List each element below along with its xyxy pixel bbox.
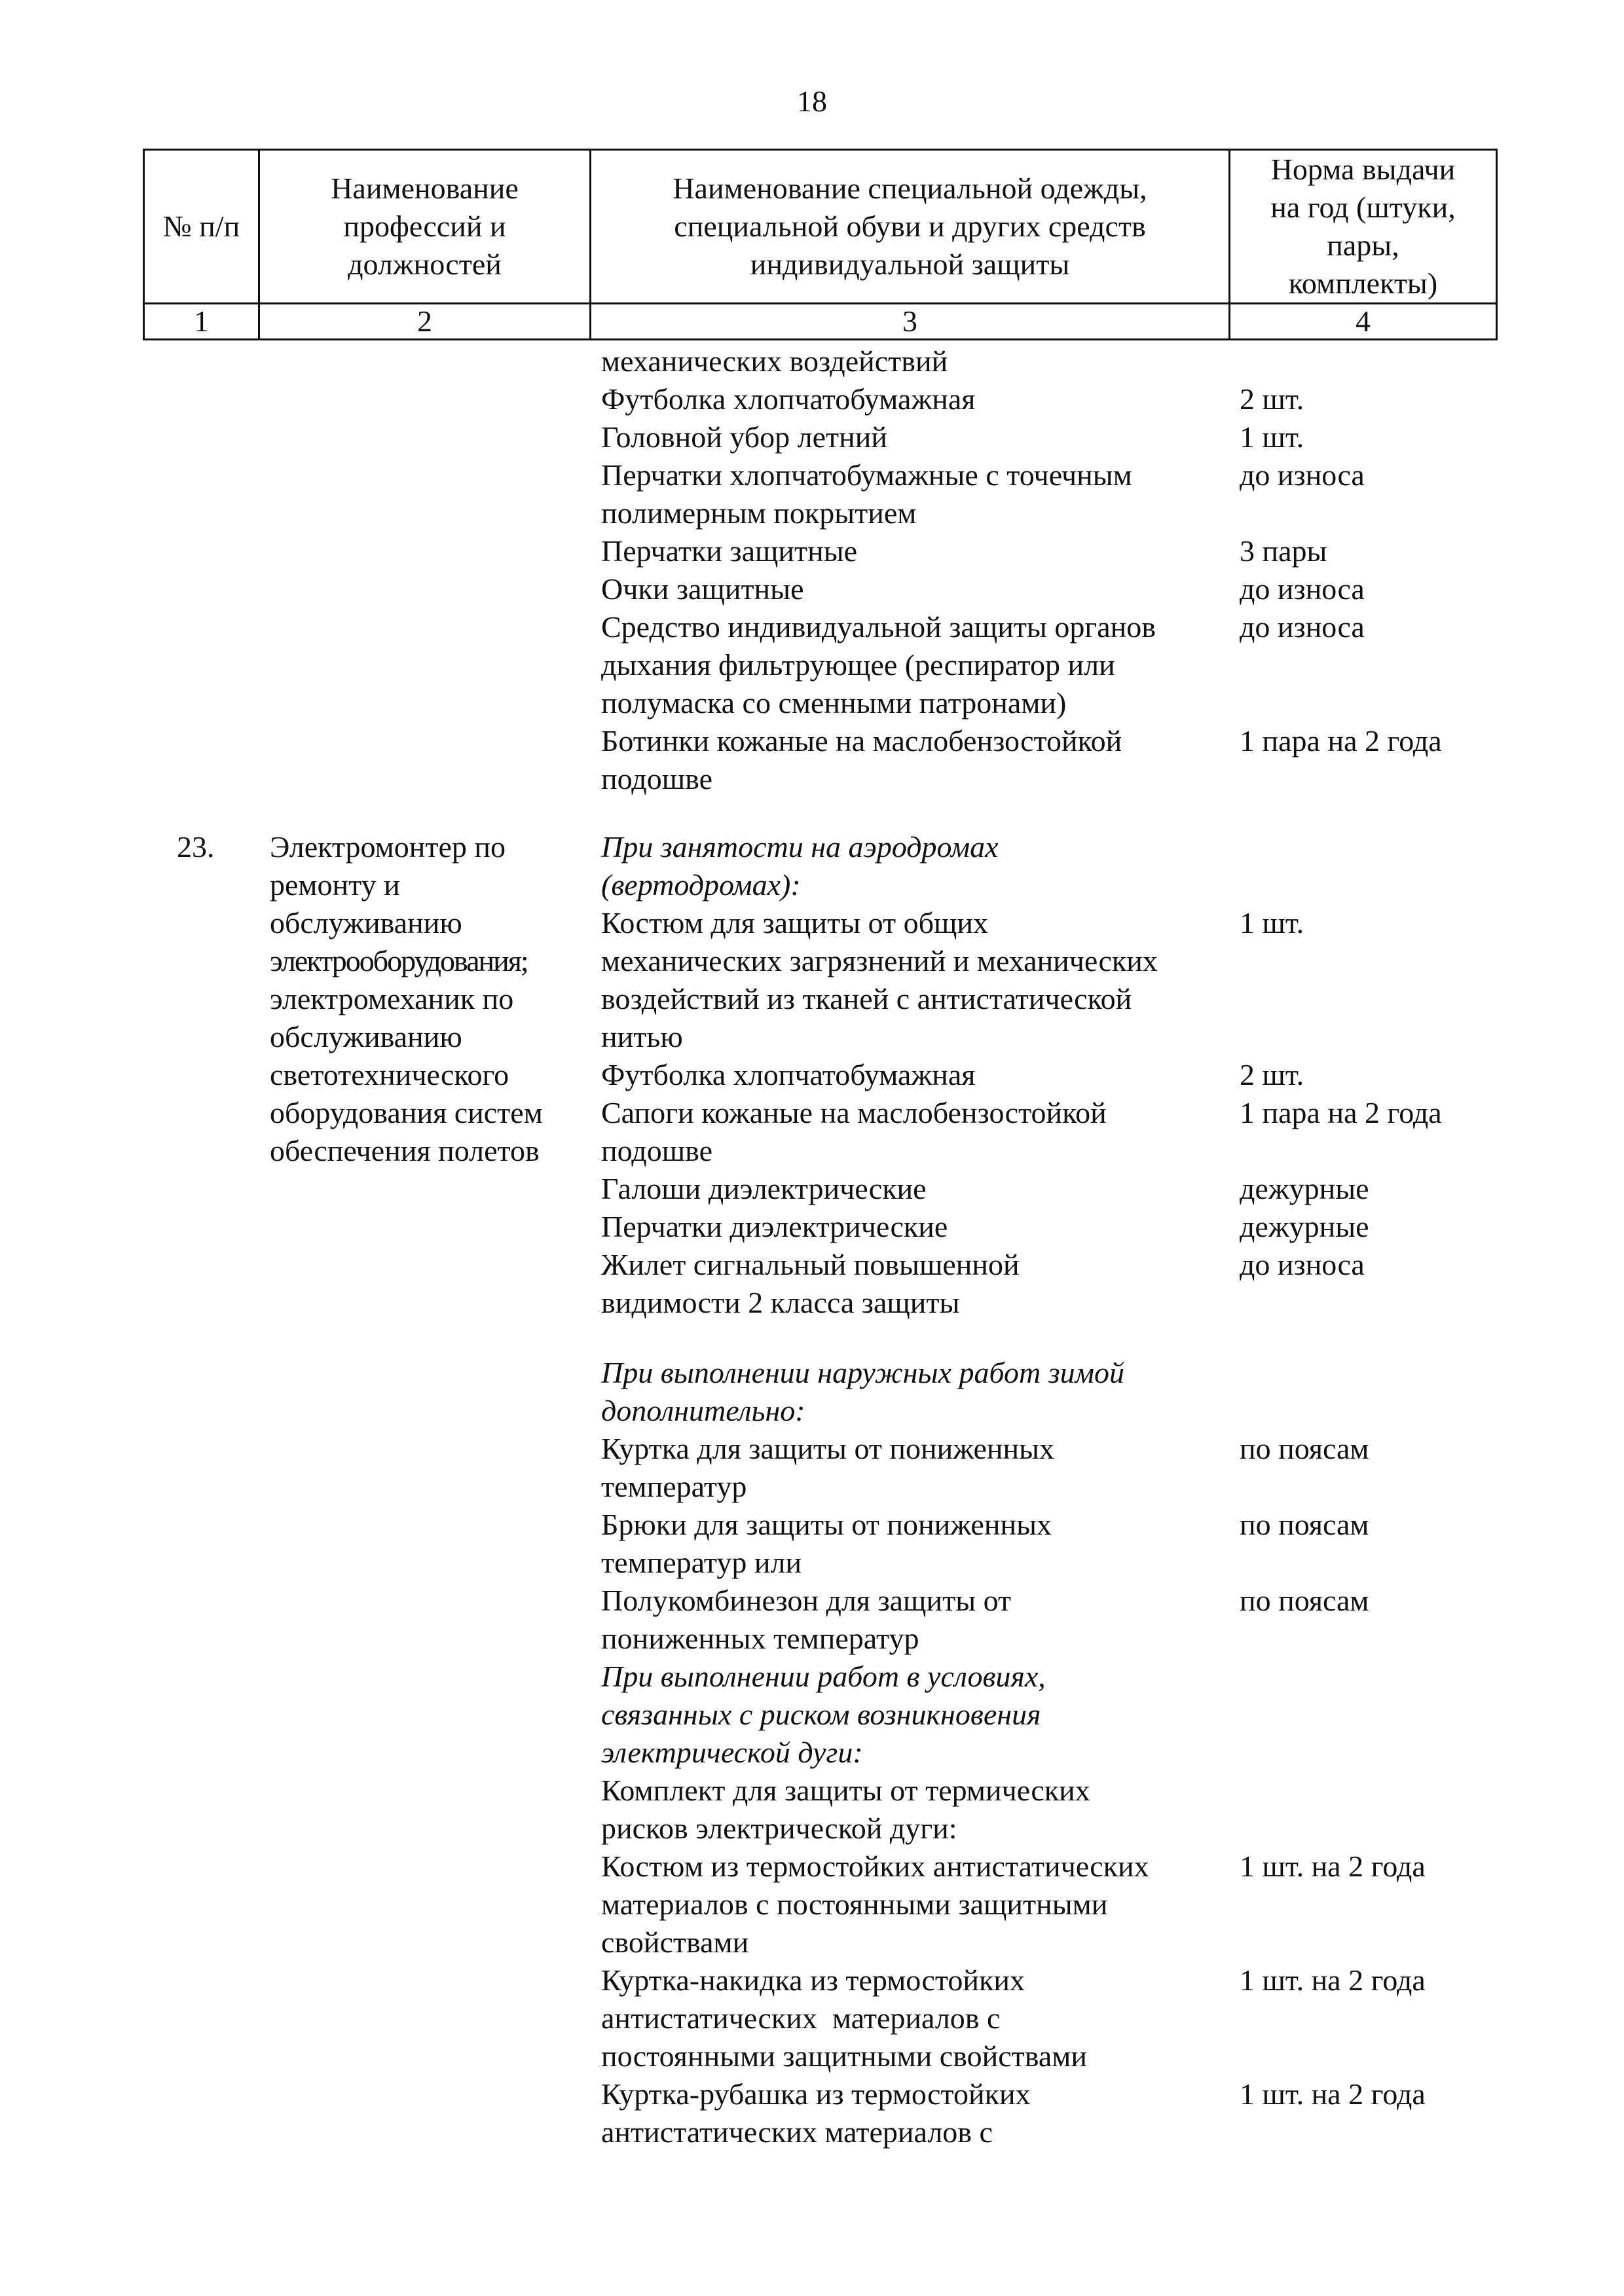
norm-value: 3 пары	[1240, 534, 1327, 568]
norm-value: до износа	[1240, 458, 1365, 492]
list-item: Средство индивидуальной защиты органов	[601, 610, 1156, 644]
list-item: полумаска со сменными патронами)	[601, 686, 1067, 720]
list-item: Ботинки кожаные на маслобензостойкой	[601, 724, 1122, 757]
list-item: Комплект для защиты от термических	[601, 1774, 1090, 1807]
norm-value: до износа	[1240, 572, 1365, 606]
column-number-1: 1	[144, 304, 259, 340]
list-item: Костюм для защиты от общих	[601, 906, 989, 939]
profession-line: электромеханик по	[270, 982, 514, 1015]
section-title: электрической дуги:	[601, 1736, 863, 1769]
list-item: Жилет сигнальный повышенной	[601, 1248, 1020, 1281]
list-item: механических воздействий	[601, 344, 948, 378]
profession-line: обеспечения полетов	[270, 1134, 540, 1167]
list-item: антистатических материалов с	[601, 2001, 1001, 2035]
list-item: подошве	[601, 1134, 712, 1167]
profession-line: оборудования систем	[270, 1096, 543, 1129]
list-item: Перчатки защитные	[601, 534, 858, 568]
norm-value: 2 шт.	[1240, 1058, 1304, 1091]
header-col-profession: Наименование профессий и должностей	[259, 150, 591, 304]
list-item: Куртка-накидка из термостойких	[601, 1963, 1025, 1997]
norm-value: 1 шт.	[1240, 906, 1304, 939]
list-item: свойствами	[601, 1925, 749, 1959]
list-item: Галоши диэлектрические	[601, 1172, 927, 1205]
profession-line: Электромонтер по	[270, 830, 506, 864]
list-item: антистатических материалов с	[601, 2115, 993, 2149]
profession-line: обслуживанию	[270, 906, 462, 939]
section-title: связанных с риском возникновения	[601, 1698, 1041, 1731]
section-title: дополнительно:	[601, 1394, 805, 1427]
section-title: При выполнении работ в условиях,	[601, 1660, 1046, 1693]
norm-value: по поясам	[1240, 1584, 1369, 1617]
list-item: Сапоги кожаные на маслобензостойкой	[601, 1096, 1107, 1129]
list-item: Брюки для защиты от пониженных	[601, 1508, 1052, 1541]
norm-value: до износа	[1240, 1248, 1365, 1281]
list-item: дыхания фильтрующее (респиратор или	[601, 648, 1115, 682]
list-item: Футболка хлопчатобумажная	[601, 382, 976, 416]
section-title: При занятости на аэродромах	[601, 830, 999, 864]
list-item: подошве	[601, 762, 712, 795]
list-item: Перчатки диэлектрические	[601, 1210, 948, 1243]
section-title: (вертодромах):	[601, 868, 801, 902]
profession-line: обслуживанию	[270, 1020, 462, 1053]
list-item: Футболка хлопчатобумажная	[601, 1058, 976, 1091]
list-item: температур	[601, 1470, 747, 1503]
column-number-4: 4	[1230, 304, 1497, 340]
table-header	[143, 149, 1498, 340]
list-item: температур или	[601, 1546, 802, 1579]
column-number-2: 2	[259, 304, 591, 340]
norm-value: 1 пара на 2 года	[1240, 1096, 1442, 1129]
list-item: Полукомбинезон для защиты от	[601, 1584, 1012, 1617]
list-item: видимости 2 класса защиты	[601, 1286, 960, 1319]
norm-value: 2 шт.	[1240, 382, 1304, 416]
list-item: механических загрязнений и механических	[601, 944, 1158, 977]
list-item: постоянными защитными свойствами	[601, 2039, 1088, 2073]
list-item: Очки защитные	[601, 572, 804, 606]
norm-value: по поясам	[1240, 1432, 1369, 1465]
column-number-3: 3	[591, 304, 1230, 340]
list-item: рисков электрической дуги:	[601, 1812, 957, 1845]
list-item: Куртка для защиты от пониженных	[601, 1432, 1055, 1465]
entry-number: 23.	[177, 830, 215, 864]
profession-line: ремонту и	[270, 868, 400, 902]
section-title: При выполнении наружных работ зимой	[601, 1356, 1125, 1389]
norm-value: 1 шт. на 2 года	[1240, 1850, 1426, 1883]
list-item: Костюм из термостойких антистатических	[601, 1850, 1149, 1883]
list-item: нитью	[601, 1020, 683, 1053]
norm-value: 1 шт. на 2 года	[1240, 1963, 1426, 1997]
profession-line: светотехнического	[270, 1058, 509, 1091]
list-item: пониженных температур	[601, 1622, 919, 1655]
norm-value: 1 шт. на 2 года	[1240, 2077, 1426, 2111]
profession-line: электрооборудования;	[270, 944, 528, 977]
list-item: Перчатки хлопчатобумажные с точечным	[601, 458, 1132, 492]
list-item: Куртка-рубашка из термостойких	[601, 2077, 1031, 2111]
list-item: воздействий из тканей с антистатической	[601, 982, 1132, 1015]
list-item: полимерным покрытием	[601, 496, 917, 530]
norm-value: 1 пара на 2 года	[1240, 724, 1442, 757]
norm-value: дежурные	[1240, 1210, 1369, 1243]
norm-value: 1 шт.	[1240, 420, 1304, 454]
norm-value: дежурные	[1240, 1172, 1369, 1205]
page-number: 18	[797, 84, 827, 118]
header-col-number: № п/п	[144, 150, 259, 304]
norm-value: по поясам	[1240, 1508, 1369, 1541]
header-col-norm: Норма выдачи на год (штуки, пары, комплекты)	[1230, 150, 1497, 304]
list-item: Головной убор летний	[601, 420, 887, 454]
list-item: материалов с постоянными защитными	[601, 1887, 1108, 1921]
norm-value: до износа	[1240, 610, 1365, 644]
header-col-items: Наименование специальной одежды, специальной обуви и других средств индивидуальной защиты	[591, 150, 1230, 304]
